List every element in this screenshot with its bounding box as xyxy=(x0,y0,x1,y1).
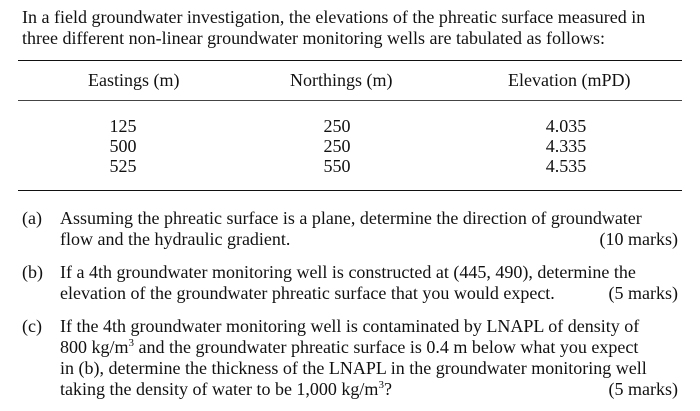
question-b-line-2 xyxy=(60,283,678,304)
question-c-line-3: in (b), determine the thickness of the LNAPL in the groundwater monitoring well xyxy=(60,358,647,378)
table-cell: 500 xyxy=(109,136,137,156)
table-top-rule xyxy=(18,60,682,61)
question-c-line-4 xyxy=(60,379,678,400)
table-header-rule xyxy=(18,100,682,101)
question-b-line-1: If a 4th groundwater monitoring well is constructed at (445, 490), determine the xyxy=(60,262,636,282)
question-a-line-2-text: flow and the hydraulic gradient. xyxy=(60,229,291,249)
question-c xyxy=(22,316,678,404)
question-c-label: (c) xyxy=(22,316,42,336)
header-eastings: Eastings (m) xyxy=(88,70,180,90)
header-elevation: Elevation (mPD) xyxy=(508,70,631,90)
question-a-label: (a) xyxy=(22,208,42,228)
question-c-marks: (5 marks) xyxy=(608,379,678,399)
superscript-3: 3 xyxy=(128,337,135,349)
question-c-line-2-pre: 800 kg/m xyxy=(60,337,129,357)
table-cell: 250 xyxy=(323,136,351,156)
question-c-line-4-pre: taking the density of water to be 1,000 kg/m xyxy=(60,379,379,399)
question-b-line-2-text: elevation of the groundwater phreatic surface that you would expect. xyxy=(60,283,555,303)
question-c-line-4-post: ? xyxy=(383,379,392,399)
question-c-line-2 xyxy=(60,337,678,358)
question-a-body xyxy=(60,208,678,250)
table-cell: 4.035 xyxy=(545,116,587,136)
intro-paragraph xyxy=(22,7,682,49)
question-a-line-1: Assuming the phreatic surface is a plane, determine the direction of groundwater xyxy=(60,208,642,228)
intro-line-2: three different non-linear groundwater monitoring wells are tabulated as follows: xyxy=(22,28,605,48)
question-b-body xyxy=(60,262,678,304)
table-cell: 4.535 xyxy=(545,156,587,176)
question-b-marks: (5 marks) xyxy=(608,283,678,303)
intro-line-1: In a field groundwater investigation, the elevations of the phreatic surface measured in xyxy=(22,7,646,27)
question-a-line-2 xyxy=(60,229,678,250)
question-c-body xyxy=(60,316,678,400)
question-a xyxy=(22,208,678,252)
question-b xyxy=(22,262,678,306)
table-bottom-rule xyxy=(18,190,682,191)
question-b-label: (b) xyxy=(22,262,43,282)
superscript-3: 3 xyxy=(378,379,384,391)
column-elevations xyxy=(534,116,598,176)
header-northings: Northings (m) xyxy=(290,70,393,90)
table-cell: 4.335 xyxy=(545,136,587,156)
question-c-line-2-post: and the groundwater phreatic surface is 0.4 m below what you expect xyxy=(134,337,639,357)
question-c-line-1: If the 4th groundwater monitoring well is contaminated by LNAPL of density of xyxy=(60,316,640,336)
table-cell: 525 xyxy=(109,156,137,176)
column-northings xyxy=(312,116,362,176)
table-cell: 250 xyxy=(323,116,351,136)
column-eastings xyxy=(98,116,148,176)
question-a-marks: (10 marks) xyxy=(599,229,678,249)
table-cell: 550 xyxy=(323,156,351,176)
table-cell: 125 xyxy=(109,116,137,136)
